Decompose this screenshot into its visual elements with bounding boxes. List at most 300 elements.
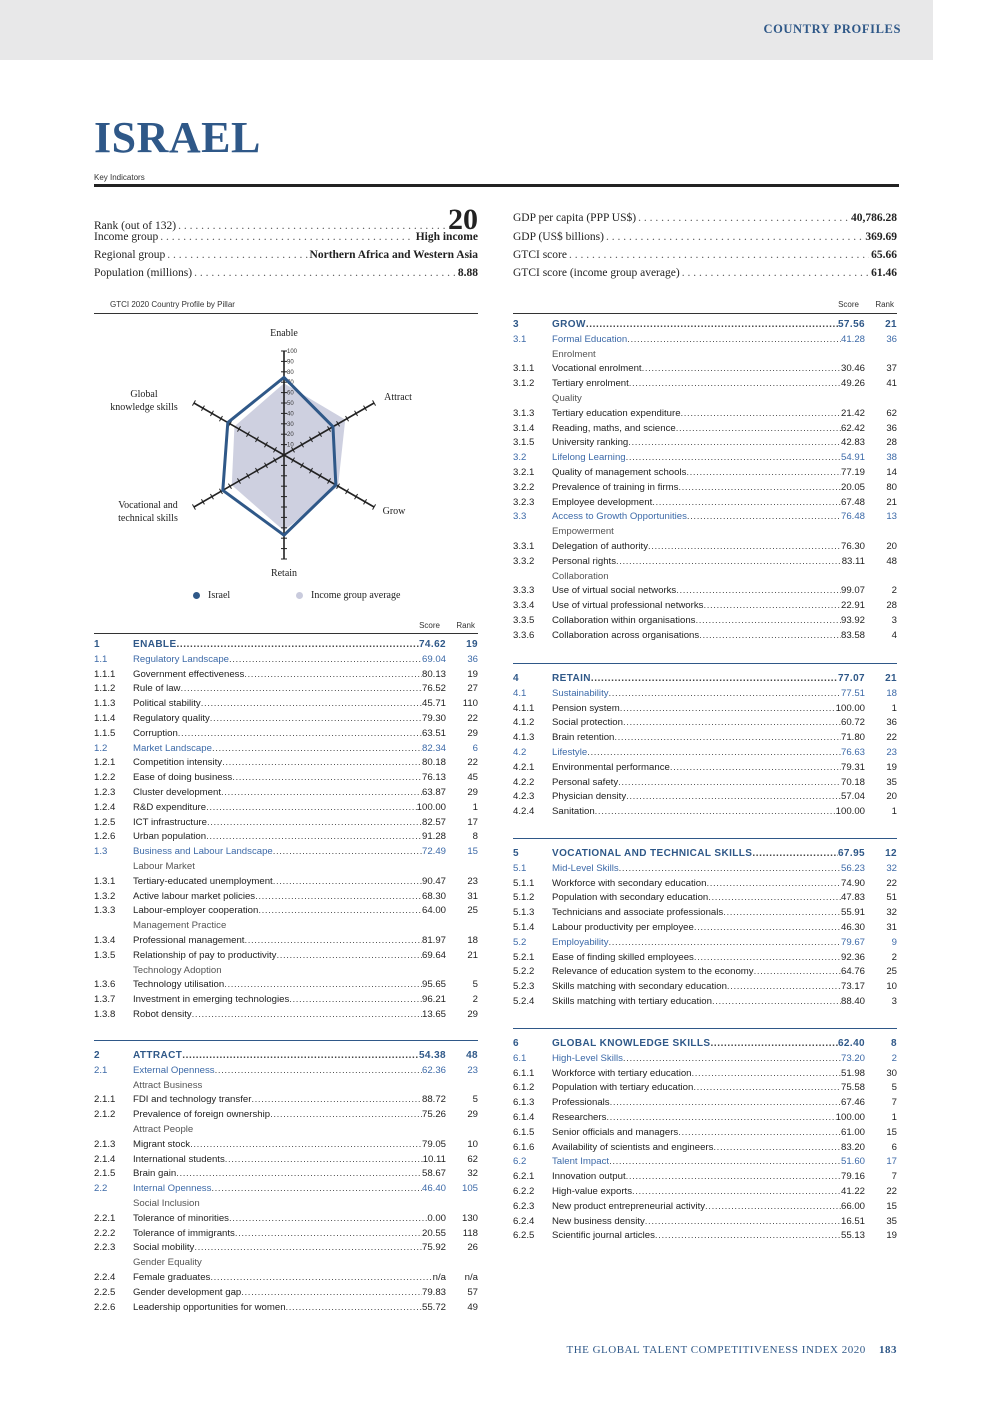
- row-label-group: [133, 1301, 446, 1316]
- row-label-group: [133, 830, 446, 845]
- row-code: 3.2.1: [513, 466, 535, 478]
- row-label: Vocational enrolment: [552, 363, 642, 375]
- leader-dots: [614, 731, 841, 746]
- indicator-row: [94, 1108, 478, 1123]
- radar-axis-label: knowledge skills: [110, 402, 178, 413]
- sub-pillar-row: [94, 1182, 478, 1197]
- row-label-group: [133, 1064, 446, 1079]
- indicator-row: [513, 921, 897, 936]
- row-rank: 9: [891, 936, 897, 948]
- row-label: Rule of law: [133, 683, 181, 695]
- row-label-group: [552, 555, 865, 570]
- row-score: 61.00: [840, 1126, 865, 1138]
- row-label: Labour productivity per employee: [552, 921, 694, 933]
- left-rank-header: Rank: [456, 621, 475, 630]
- row-label-group: [133, 993, 446, 1008]
- row-label-group: [552, 965, 865, 980]
- row-rank: 19: [886, 1230, 897, 1242]
- group-label-row: [513, 525, 897, 540]
- leader-dots: [177, 638, 419, 653]
- leader-dots: [655, 1229, 841, 1244]
- row-code: 2.2.1: [94, 1212, 116, 1224]
- indicator-value: Northern Africa and Western Asia: [309, 249, 478, 261]
- row-label: Population with secondary education: [552, 892, 709, 904]
- group-label-row: [513, 570, 897, 585]
- row-score: 16.51: [840, 1215, 865, 1227]
- indicator-row: [513, 951, 897, 966]
- leader-dots: [289, 993, 422, 1008]
- row-label-group: [552, 761, 865, 776]
- indicator-row: [513, 212, 897, 224]
- row-code: 1.3.1: [94, 875, 116, 887]
- leader-dots: [713, 1141, 841, 1156]
- row-label: ICT infrastructure: [133, 816, 207, 828]
- row-label: Market Landscape: [133, 742, 212, 754]
- row-score: 82.34: [421, 742, 446, 754]
- row-label-group: [552, 466, 865, 481]
- row-label-group: [133, 904, 446, 919]
- row-label: Social Inclusion: [133, 1197, 200, 1209]
- row-code: 1.1.1: [94, 668, 116, 680]
- row-code: 6.2.4: [513, 1215, 535, 1227]
- row-rank: 28: [886, 437, 897, 449]
- indicator-label: Rank (out of 132): [94, 220, 177, 232]
- leader-dots: [626, 790, 841, 805]
- row-code: 2.1.2: [94, 1109, 116, 1121]
- row-label-group: [552, 746, 865, 761]
- row-label-group: [552, 614, 865, 629]
- row-score: 63.51: [421, 727, 446, 739]
- page-number: 183: [879, 1344, 897, 1356]
- row-label: Ease of finding skilled employees: [552, 951, 694, 963]
- row-score: 20.05: [840, 481, 865, 493]
- row-label: Prevalence of foreign ownership: [133, 1109, 271, 1121]
- legend-israel-dot: [193, 592, 200, 599]
- row-score: 76.13: [421, 772, 446, 784]
- row-label-group: [552, 1052, 865, 1067]
- row-rank: 6: [891, 1141, 897, 1153]
- row-rank: 7: [891, 1097, 897, 1109]
- leader-dots: [206, 801, 417, 816]
- legend-income-label: Income group average: [311, 590, 401, 601]
- row-label: New product entrepreneurial activity: [552, 1200, 706, 1212]
- row-rank: 5: [891, 1082, 897, 1094]
- leader-dots: [276, 949, 422, 964]
- row-rank: 18: [467, 934, 478, 946]
- row-code: 3.2.2: [513, 481, 535, 493]
- row-code: 4.2.2: [513, 776, 535, 788]
- row-code: 2.2.6: [94, 1301, 116, 1313]
- row-rank: 2: [891, 951, 897, 963]
- pillar-section: [513, 1037, 897, 1244]
- leader-dots: [211, 1182, 422, 1197]
- leader-dots: [708, 891, 841, 906]
- row-label: Skills matching with tertiary education: [552, 995, 712, 1007]
- indicator-row: [94, 1008, 478, 1023]
- row-score: 88.40: [840, 995, 865, 1007]
- row-label-group: [552, 862, 865, 877]
- radar-axis-label: Enable: [270, 328, 298, 339]
- row-code: 3.1: [513, 333, 527, 345]
- right-score-header: Score: [838, 300, 859, 309]
- radar-tick-label: 60: [287, 390, 294, 397]
- row-label: Tertiary education expenditure: [552, 407, 681, 419]
- row-rank: 49: [467, 1301, 478, 1313]
- row-label-group: [552, 362, 865, 377]
- sub-pillar-row: [94, 653, 478, 668]
- row-score: 96.21: [421, 994, 446, 1006]
- row-label: GROW: [552, 319, 586, 330]
- pillar-section: [513, 847, 897, 1010]
- row-score: 67.46: [840, 1097, 865, 1109]
- pillar-row: [513, 672, 897, 687]
- row-label-group: [552, 891, 865, 906]
- row-score: 22.91: [840, 600, 865, 612]
- row-code: 2.1.1: [94, 1094, 116, 1106]
- row-label-group: [552, 951, 865, 966]
- section-rule: [94, 1040, 478, 1041]
- row-label-group: [552, 936, 865, 951]
- row-rank: 20: [886, 540, 897, 552]
- row-code: 4.1.3: [513, 732, 535, 744]
- indicator-row: [513, 436, 897, 451]
- row-label: Relationship of pay to productivity: [133, 949, 277, 961]
- title-rule: [94, 184, 899, 187]
- group-label-row: [513, 392, 897, 407]
- row-code: 1.3.2: [94, 890, 116, 902]
- row-label: Reading, maths, and science: [552, 422, 676, 434]
- row-code: 5.1.2: [513, 892, 535, 904]
- row-label-group: [552, 1229, 865, 1244]
- row-score: 83.11: [841, 555, 865, 567]
- leader-dots: [620, 702, 836, 717]
- row-code: 3: [513, 319, 519, 330]
- pillar-row: [94, 1049, 478, 1064]
- indicator-label: Population (millions): [94, 267, 193, 279]
- row-rank: 28: [886, 600, 897, 612]
- indicator-row: [94, 1286, 478, 1301]
- row-code: 5.2.1: [513, 951, 535, 963]
- indicator-row: [513, 1200, 897, 1215]
- row-rank: 29: [467, 1008, 478, 1020]
- row-score: 76.52: [421, 683, 446, 695]
- legend-income-dot: [296, 592, 303, 599]
- row-label-group: [552, 629, 865, 644]
- row-rank: 17: [886, 1156, 897, 1168]
- row-score: 64.00: [421, 905, 446, 917]
- indicator-row: [94, 712, 478, 727]
- indicator-row: [513, 1141, 897, 1156]
- row-rank: 10: [467, 1138, 478, 1150]
- row-code: 1.1.4: [94, 712, 116, 724]
- leader-dots: [225, 1153, 423, 1168]
- row-label: ATTRACT: [133, 1050, 183, 1061]
- row-label: University ranking: [552, 437, 629, 449]
- indicator-row: [94, 816, 478, 831]
- indicator-row: [94, 830, 478, 845]
- row-label: Gender Equality: [133, 1257, 202, 1269]
- row-score: 57.56: [837, 319, 865, 330]
- row-label: Prevalence of training in firms: [552, 481, 679, 493]
- indicator-row: [94, 727, 478, 742]
- row-label-group: [133, 1241, 446, 1256]
- row-label-group: [552, 702, 865, 717]
- row-rank: 41: [886, 378, 897, 390]
- row-label-group: [133, 1138, 446, 1153]
- leader-dots: [710, 1037, 838, 1052]
- row-label-group: [133, 1008, 446, 1023]
- indicator-row: [513, 1185, 897, 1200]
- row-label: Technicians and associate professionals: [552, 907, 724, 919]
- sub-pillar-row: [513, 451, 897, 466]
- row-label: Availability of scientists and engineers: [552, 1141, 714, 1153]
- row-label: Attract People: [133, 1123, 194, 1135]
- row-rank: 36: [886, 422, 897, 434]
- row-label-group: [552, 333, 865, 348]
- row-score: 41.28: [840, 333, 865, 345]
- radar-axis-label: Vocational and: [118, 500, 178, 511]
- row-rank: 20: [886, 791, 897, 803]
- row-label-group: [552, 1111, 865, 1126]
- row-rank: 22: [467, 757, 478, 769]
- row-rank: 27: [467, 683, 478, 695]
- leader-dots: [273, 875, 422, 890]
- row-code: 1.2.6: [94, 831, 116, 843]
- leader-dots: [638, 212, 849, 224]
- leader-dots: [626, 1170, 841, 1185]
- row-score: 68.30: [421, 890, 446, 902]
- row-score: 80.13: [421, 668, 446, 680]
- row-label-group: [133, 890, 446, 905]
- group-label-row: [94, 1256, 478, 1271]
- row-rank: 31: [467, 890, 478, 902]
- row-label: Migrant stock: [133, 1138, 191, 1150]
- row-code: 4.1: [513, 687, 527, 699]
- row-rank: 1: [891, 1111, 897, 1123]
- group-label-row: [513, 348, 897, 363]
- row-rank: 14: [886, 466, 897, 478]
- indicator-value: 40,786.28: [851, 212, 897, 224]
- leader-dots: [229, 1212, 427, 1227]
- pillar-row: [94, 638, 478, 653]
- row-label-group: [552, 1185, 865, 1200]
- row-label: Delegation of authority: [552, 540, 648, 552]
- leader-dots: [180, 682, 422, 697]
- indicator-row: [94, 904, 478, 919]
- section-rule: [513, 663, 897, 664]
- row-code: 2.1: [94, 1064, 108, 1076]
- row-label-group: [133, 816, 446, 831]
- leader-dots: [752, 847, 838, 862]
- row-label-group: [552, 570, 865, 585]
- row-label-group: [133, 1182, 446, 1197]
- indicator-row: [94, 934, 478, 949]
- row-label: Labour Market: [133, 860, 195, 872]
- radar-axis-label: Attract: [384, 392, 412, 403]
- indicator-value: 65.66: [871, 249, 897, 261]
- row-label: Political stability: [133, 698, 201, 710]
- row-label: Corruption: [133, 727, 178, 739]
- row-score: 88.72: [421, 1094, 446, 1106]
- indicator-row: [513, 362, 897, 377]
- row-rank: 3: [891, 995, 897, 1007]
- row-score: 51.98: [840, 1067, 865, 1079]
- row-score: 67.95: [837, 848, 865, 859]
- row-label-group: [552, 1155, 865, 1170]
- indicator-row: [513, 891, 897, 906]
- indicator-row: [513, 1067, 897, 1082]
- indicator-row: [513, 1096, 897, 1111]
- row-score: 75.26: [421, 1109, 446, 1121]
- row-label: Personal safety: [552, 776, 619, 788]
- sub-pillar-row: [513, 510, 897, 525]
- row-rank: 2: [891, 585, 897, 597]
- row-label: Sustainability: [552, 687, 609, 699]
- indicator-row: [513, 496, 897, 511]
- row-label-group: [552, 1096, 865, 1111]
- row-rank: 30: [886, 1067, 897, 1079]
- row-score: 76.48: [840, 511, 865, 523]
- row-label: Environmental performance: [552, 761, 670, 773]
- row-code: 1.1.5: [94, 727, 116, 739]
- row-score: 47.83: [840, 892, 865, 904]
- row-label-group: [133, 697, 446, 712]
- row-score: 72.49: [421, 846, 446, 858]
- pillar-row: [513, 318, 897, 333]
- row-score: 76.63: [840, 746, 865, 758]
- row-rank: 23: [467, 1064, 478, 1076]
- indicator-row: [513, 481, 897, 496]
- legend-income: [296, 590, 400, 601]
- indicator-row: [94, 697, 478, 712]
- row-label: Access to Growth Opportunities: [552, 511, 687, 523]
- row-score: 49.26: [840, 378, 865, 390]
- row-label-group: [552, 877, 865, 892]
- row-rank: 17: [467, 816, 478, 828]
- row-code: 2.1.4: [94, 1153, 116, 1165]
- row-label-group: [133, 1286, 446, 1301]
- row-code: 2: [94, 1050, 100, 1061]
- row-label-group: [133, 1108, 446, 1123]
- row-label-group: [552, 995, 865, 1010]
- row-label-group: [133, 1227, 446, 1242]
- row-code: 4.1.1: [513, 702, 535, 714]
- row-label: Talent Impact: [552, 1156, 610, 1168]
- group-label-row: [94, 1123, 478, 1138]
- row-score: 51.60: [840, 1156, 865, 1168]
- row-label-group: [552, 496, 865, 511]
- row-score: 71.80: [840, 732, 865, 744]
- indicator-row: [513, 1215, 897, 1230]
- indicator-row: [513, 1081, 897, 1096]
- row-label: Technology Adoption: [133, 964, 222, 976]
- row-label-group: [133, 742, 446, 757]
- row-code: 3.3.6: [513, 629, 535, 641]
- row-code: 1.3.5: [94, 949, 116, 961]
- leader-dots: [207, 816, 422, 831]
- row-label-group: [133, 919, 446, 934]
- row-label-group: [133, 1256, 446, 1271]
- group-label-row: [94, 1197, 478, 1212]
- row-code: 3.3.3: [513, 585, 535, 597]
- row-rank: 23: [467, 875, 478, 887]
- row-label: Collaboration: [552, 570, 609, 582]
- row-code: 6.1.3: [513, 1097, 535, 1109]
- leader-dots: [682, 267, 869, 279]
- indicator-row: [94, 978, 478, 993]
- legend-israel: [193, 590, 230, 601]
- row-rank: 29: [467, 1109, 478, 1121]
- indicator-row: [94, 203, 478, 236]
- sub-pillar-row: [513, 862, 897, 877]
- indicator-row: [513, 731, 897, 746]
- row-label: Collaboration across organisations: [552, 629, 700, 641]
- row-score: 82.57: [421, 816, 446, 828]
- row-score: 42.83: [840, 437, 865, 449]
- row-label-group: [552, 540, 865, 555]
- row-rank: 37: [886, 363, 897, 375]
- row-code: 1.3.7: [94, 994, 116, 1006]
- row-code: 6.1.2: [513, 1082, 535, 1094]
- row-score: 56.23: [840, 862, 865, 874]
- row-code: 2.1.3: [94, 1138, 116, 1150]
- leader-dots: [678, 1126, 841, 1141]
- radar-tick-label: 90: [287, 359, 294, 366]
- indicator-row: [513, 790, 897, 805]
- row-score: 10.11: [422, 1153, 446, 1165]
- row-score: 74.62: [418, 639, 446, 650]
- leader-dots: [606, 231, 863, 243]
- row-score: 57.04: [840, 791, 865, 803]
- row-score: 66.00: [840, 1200, 865, 1212]
- leader-dots: [623, 1052, 841, 1067]
- leader-dots: [176, 1167, 422, 1182]
- leader-dots: [606, 1111, 835, 1126]
- row-rank: 5: [472, 1094, 478, 1106]
- indicator-row: [94, 786, 478, 801]
- row-code: 3.1.1: [513, 363, 535, 375]
- indicator-row: [513, 466, 897, 481]
- row-label-group: [552, 921, 865, 936]
- row-rank: 18: [886, 687, 897, 699]
- indicator-row: [94, 231, 478, 243]
- row-label: Leadership opportunities for women: [133, 1301, 286, 1313]
- indicator-row: [94, 1138, 478, 1153]
- row-label-group: [133, 1212, 446, 1227]
- row-label: Brain retention: [552, 732, 615, 744]
- indicator-row: [513, 995, 897, 1010]
- row-label-group: [552, 599, 865, 614]
- right-header-rule: [513, 313, 897, 314]
- row-code: 3.3: [513, 511, 527, 523]
- indicator-label: GDP (US$ billions): [513, 231, 604, 243]
- row-label-group: [552, 1037, 865, 1052]
- sub-pillar-row: [513, 687, 897, 702]
- leader-dots: [645, 1215, 841, 1230]
- row-rank: 26: [467, 1242, 478, 1254]
- group-label-row: [94, 1079, 478, 1094]
- row-label: Physician density: [552, 791, 627, 803]
- row-label: High-Level Skills: [552, 1052, 623, 1064]
- radar-axis-label: Grow: [382, 506, 406, 517]
- row-label: Social protection: [552, 717, 623, 729]
- row-score: 13.65: [421, 1008, 446, 1020]
- row-label-group: [133, 845, 446, 860]
- row-label-group: [133, 801, 446, 816]
- row-code: 4.2.4: [513, 806, 535, 818]
- row-score: 100.00: [835, 806, 865, 818]
- indicator-row: [94, 801, 478, 816]
